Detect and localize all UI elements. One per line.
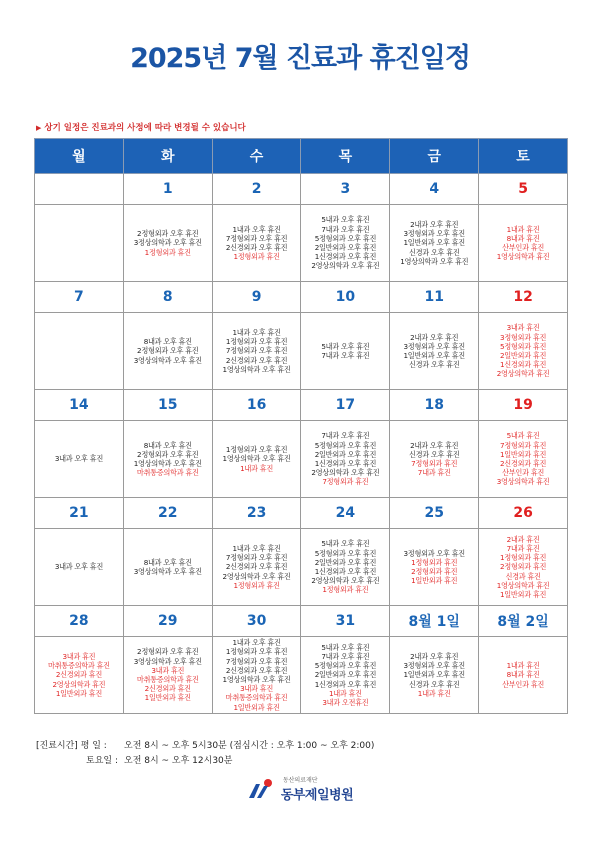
full-day-closure: 3정형외과 휴진 bbox=[500, 332, 547, 342]
day-events-cell bbox=[390, 205, 479, 282]
date-cell: 16 bbox=[212, 390, 301, 421]
date-cell: 10 bbox=[301, 282, 390, 313]
afternoon-closure: 2내과 오후 휴진 bbox=[410, 440, 459, 450]
date-row bbox=[35, 282, 568, 313]
full-day-closure: 2신경외과 휴진 bbox=[55, 670, 102, 680]
afternoon-closure: 1일반외과 오후 휴진 bbox=[403, 670, 465, 680]
afternoon-closure: 1내과 오후 휴진 bbox=[232, 224, 281, 234]
date-cell: 30 bbox=[212, 606, 301, 637]
date-cell: 12 bbox=[479, 282, 568, 313]
date-cell: 15 bbox=[123, 390, 212, 421]
day-events-cell bbox=[35, 421, 124, 498]
afternoon-closure: 2정형외과 오후 휴진 bbox=[137, 229, 199, 239]
afternoon-closure: 7내과 오후 휴진 bbox=[321, 224, 370, 234]
full-day-closure: 2영상의학과 휴진 bbox=[52, 679, 106, 689]
afternoon-closure: 2신경외과 오후 휴진 bbox=[225, 355, 288, 365]
afternoon-closure: 1신경외과 오후 휴진 bbox=[314, 679, 377, 689]
afternoon-closure: 3정형외과 오후 휴진 bbox=[403, 341, 465, 351]
weekday-header-row bbox=[35, 139, 568, 174]
hospital-logo-icon bbox=[247, 778, 277, 800]
full-day-closure: 1정형외과 휴진 bbox=[233, 580, 280, 590]
day-events-cell bbox=[123, 313, 212, 390]
day-events-cell bbox=[479, 637, 568, 714]
afternoon-closure: 1신경외과 오후 휴진 bbox=[314, 252, 377, 262]
full-day-closure: 1영상의학과 휴진 bbox=[496, 580, 550, 590]
full-day-closure: 2정형외과 휴진 bbox=[500, 562, 547, 572]
full-day-closure: 1일반외과 휴진 bbox=[144, 693, 191, 703]
date-cell: 28 bbox=[35, 606, 124, 637]
date-cell: 21 bbox=[35, 498, 124, 529]
afternoon-closure: 3정형외과 오후 휴진 bbox=[403, 548, 465, 558]
date-cell: 1 bbox=[123, 174, 212, 205]
afternoon-closure: 2정형외과 오후 휴진 bbox=[137, 647, 199, 657]
day-events-cell bbox=[479, 313, 568, 390]
afternoon-closure: 5내과 오후 휴진 bbox=[321, 341, 370, 351]
date-cell: 26 bbox=[479, 498, 568, 529]
day-events-cell bbox=[123, 637, 212, 714]
afternoon-closure: 2내과 오후 휴진 bbox=[410, 332, 459, 342]
afternoon-closure: 2정형외과 오후 휴진 bbox=[137, 346, 199, 356]
day-events-cell bbox=[390, 421, 479, 498]
afternoon-closure: 2신경외과 오후 휴진 bbox=[225, 562, 288, 572]
day-events-cell bbox=[390, 637, 479, 714]
date-row bbox=[35, 606, 568, 637]
weekday-hours-label: 평 일 : bbox=[80, 741, 107, 751]
date-row bbox=[35, 390, 568, 421]
afternoon-closure: 1정형외과 오후 휴진 bbox=[225, 445, 288, 455]
full-day-closure: 마취통증의학과 휴진 bbox=[136, 468, 199, 478]
full-day-closure: 1내과 휴진 bbox=[506, 224, 540, 234]
full-day-closure: 1내과 휴진 bbox=[328, 688, 362, 698]
full-day-closure: 1일반외과 휴진 bbox=[233, 702, 280, 712]
hours-label: [진료시간] 평 일 : bbox=[36, 741, 107, 751]
full-day-closure: 1일반외과 휴진 bbox=[500, 449, 547, 459]
full-day-closure: 2정형외과 휴진 bbox=[411, 567, 458, 576]
afternoon-closure: 3영상의학과 오후 휴진 bbox=[133, 656, 202, 666]
full-day-closure: 1정형외과 휴진 bbox=[411, 557, 458, 567]
weekday-hours-value: 오전 8시 ~ 오후 5시30분 (점심시간 : 오후 1:00 ~ 오후 2:00) bbox=[124, 741, 375, 751]
full-day-closure: 2영상의학과 휴진 bbox=[496, 369, 550, 379]
day-events-cell bbox=[212, 205, 301, 282]
afternoon-closure: 1신경외과 오후 휴진 bbox=[314, 567, 377, 576]
full-day-closure: 3내과 휴진 bbox=[506, 323, 540, 333]
full-day-closure: 5정형외과 휴진 bbox=[500, 341, 547, 351]
afternoon-closure: 2영상의학과 오후 휴진 bbox=[311, 468, 380, 478]
day-events-cell bbox=[479, 421, 568, 498]
triangle-right-icon: ▶ bbox=[36, 124, 42, 132]
date-row bbox=[35, 174, 568, 205]
date-cell: 8월 2일 bbox=[479, 606, 568, 637]
day-events-cell bbox=[212, 313, 301, 390]
full-day-closure: 2신경외과 휴진 bbox=[500, 459, 547, 468]
afternoon-closure: 신경과 오후 휴진 bbox=[408, 247, 460, 257]
day-events-cell bbox=[301, 529, 390, 606]
afternoon-closure: 2일반외과 오후 휴진 bbox=[314, 243, 377, 252]
notice-text: 상기 일정은 진료과의 사정에 따라 변경될 수 있습니다 bbox=[44, 123, 246, 133]
full-day-closure: 2내과 휴진 bbox=[506, 534, 540, 544]
weekday-header: 금 bbox=[390, 139, 479, 174]
afternoon-closure: 5내과 오후 휴진 bbox=[321, 215, 370, 225]
events-row bbox=[35, 313, 568, 390]
date-cell: 3 bbox=[301, 174, 390, 205]
afternoon-closure: 5정형외과 오후 휴진 bbox=[314, 548, 377, 558]
calendar-body bbox=[35, 174, 568, 714]
date-cell: 31 bbox=[301, 606, 390, 637]
afternoon-closure: 2일반외과 오후 휴진 bbox=[314, 557, 377, 567]
afternoon-closure: 2영상의학과 오후 휴진 bbox=[311, 261, 380, 271]
afternoon-closure: 2신경외과 오후 휴진 bbox=[225, 665, 288, 675]
full-day-closure: 1영상의학과 휴진 bbox=[496, 252, 550, 262]
full-day-closure: 7내과 휴진 bbox=[417, 468, 451, 478]
afternoon-closure: 8내과 오후 휴진 bbox=[143, 337, 192, 347]
afternoon-closure: 2신경외과 오후 휴진 bbox=[225, 243, 288, 252]
full-day-closure: 산부인과 휴진 bbox=[502, 243, 544, 252]
afternoon-closure: 1정형외과 오후 휴진 bbox=[225, 647, 288, 657]
afternoon-closure: 3정형외과 오후 휴진 bbox=[403, 661, 465, 671]
full-day-closure: 3내과 오전휴진 bbox=[322, 698, 369, 707]
afternoon-closure: 5내과 오후 휴진 bbox=[321, 642, 370, 652]
afternoon-closure: 1영상의학과 오후 휴진 bbox=[133, 459, 202, 468]
afternoon-closure: 7정형외과 오후 휴진 bbox=[225, 346, 288, 356]
afternoon-closure: 2영상의학과 오후 휴진 bbox=[222, 571, 291, 581]
full-day-closure: 1일반외과 휴진 bbox=[411, 576, 458, 586]
full-day-closure: 마취통증의학과 휴진 bbox=[48, 661, 110, 671]
full-day-closure: 1일반외과 휴진 bbox=[500, 590, 547, 599]
date-cell: 25 bbox=[390, 498, 479, 529]
full-day-closure: 1일반외과 휴진 bbox=[55, 688, 102, 698]
afternoon-closure: 7정형외과 오후 휴진 bbox=[225, 656, 288, 666]
day-events-cell bbox=[35, 313, 124, 390]
hospital-logo bbox=[0, 775, 600, 803]
afternoon-closure: 1영상의학과 오후 휴진 bbox=[222, 675, 291, 684]
saturday-hours-label: 토요일 : bbox=[86, 756, 118, 766]
date-cell: 5 bbox=[479, 174, 568, 205]
full-day-closure: 3영상의학과 휴진 bbox=[496, 477, 550, 487]
afternoon-closure: 1신경외과 오후 휴진 bbox=[314, 459, 377, 468]
full-day-closure: 7정형외과 휴진 bbox=[500, 440, 547, 450]
full-day-closure: 마취통증의학과 휴진 bbox=[225, 693, 288, 703]
saturday-hours-value: 오전 8시 ~ 오후 12시30분 bbox=[124, 756, 233, 766]
full-day-closure: 3내과 휴진 bbox=[240, 684, 273, 694]
afternoon-closure: 2일반외과 오후 휴진 bbox=[314, 449, 377, 459]
clinic-hours bbox=[36, 737, 374, 767]
day-events-cell bbox=[301, 205, 390, 282]
day-events-cell bbox=[123, 421, 212, 498]
full-day-closure: 산부인과 휴진 bbox=[502, 468, 544, 478]
full-day-closure: 7정형외과 휴진 bbox=[411, 459, 458, 468]
afternoon-closure: 3영상의학과 오후 휴진 bbox=[133, 567, 202, 576]
events-row bbox=[35, 637, 568, 714]
hospital-name: 동부제일병원 bbox=[280, 788, 354, 803]
afternoon-closure: 7내과 오후 휴진 bbox=[321, 651, 370, 661]
full-day-closure: 3내과 휴진 bbox=[62, 651, 96, 661]
day-events-cell bbox=[390, 313, 479, 390]
date-cell: 7 bbox=[35, 282, 124, 313]
afternoon-closure: 1영상의학과 오후 휴진 bbox=[222, 454, 291, 464]
afternoon-closure: 신경과 오후 휴진 bbox=[408, 449, 460, 459]
date-cell: 9 bbox=[212, 282, 301, 313]
day-events-cell bbox=[390, 529, 479, 606]
full-day-closure: 7내과 휴진 bbox=[506, 543, 540, 553]
afternoon-closure: 2영상의학과 오후 휴진 bbox=[311, 576, 380, 586]
day-events-cell bbox=[301, 313, 390, 390]
date-cell: 11 bbox=[390, 282, 479, 313]
afternoon-closure: 1일반외과 오후 휴진 bbox=[403, 238, 465, 248]
date-cell: 23 bbox=[212, 498, 301, 529]
date-row bbox=[35, 498, 568, 529]
afternoon-closure: 7내과 오후 휴진 bbox=[321, 431, 370, 441]
date-cell bbox=[35, 174, 124, 205]
afternoon-closure: 5정형외과 오후 휴진 bbox=[314, 661, 377, 671]
weekday-header: 목 bbox=[301, 139, 390, 174]
date-cell: 18 bbox=[390, 390, 479, 421]
afternoon-closure: 8내과 오후 휴진 bbox=[143, 440, 192, 450]
schedule-calendar bbox=[34, 138, 568, 714]
day-events-cell bbox=[301, 421, 390, 498]
afternoon-closure: 5정형외과 오후 휴진 bbox=[314, 233, 377, 243]
date-cell: 29 bbox=[123, 606, 212, 637]
day-events-cell bbox=[212, 637, 301, 714]
events-row bbox=[35, 529, 568, 606]
afternoon-closure: 신경과 오후 휴진 bbox=[408, 360, 460, 370]
date-cell: 19 bbox=[479, 390, 568, 421]
events-row bbox=[35, 421, 568, 498]
full-day-closure: 2신경외과 휴진 bbox=[144, 684, 191, 694]
full-day-closure: 5내과 휴진 bbox=[506, 431, 540, 441]
full-day-closure: 1내과 휴진 bbox=[506, 661, 540, 671]
afternoon-closure: 1일반외과 오후 휴진 bbox=[403, 351, 465, 360]
date-cell: 24 bbox=[301, 498, 390, 529]
day-events-cell bbox=[479, 205, 568, 282]
afternoon-closure: 7내과 오후 휴진 bbox=[321, 351, 370, 360]
full-day-closure: 1신경외과 휴진 bbox=[500, 360, 547, 370]
date-cell: 22 bbox=[123, 498, 212, 529]
weekday-header: 토 bbox=[479, 139, 568, 174]
afternoon-closure: 2정형외과 오후 휴진 bbox=[137, 449, 199, 459]
date-cell: 2 bbox=[212, 174, 301, 205]
weekday-header: 수 bbox=[212, 139, 301, 174]
day-events-cell bbox=[301, 637, 390, 714]
date-cell: 14 bbox=[35, 390, 124, 421]
day-events-cell bbox=[35, 205, 124, 282]
day-events-cell bbox=[123, 205, 212, 282]
full-day-closure: 1정형외과 휴진 bbox=[233, 252, 280, 262]
day-events-cell bbox=[35, 637, 124, 714]
afternoon-closure: 1정형외과 오후 휴진 bbox=[225, 337, 288, 347]
weekday-header: 화 bbox=[123, 139, 212, 174]
date-cell: 17 bbox=[301, 390, 390, 421]
full-day-closure: 7정형외과 휴진 bbox=[322, 477, 369, 487]
full-day-closure: 신경과 휴진 bbox=[505, 571, 541, 581]
full-day-closure: 8내과 휴진 bbox=[506, 670, 540, 680]
afternoon-closure: 1영상의학과 오후 휴진 bbox=[222, 364, 291, 374]
day-events-cell bbox=[212, 421, 301, 498]
date-cell: 4 bbox=[390, 174, 479, 205]
afternoon-closure: 3정형외과 오후 휴진 bbox=[403, 229, 465, 239]
afternoon-closure: 2내과 오후 휴진 bbox=[410, 219, 459, 229]
afternoon-closure: 1내과 오후 휴진 bbox=[232, 327, 281, 337]
afternoon-closure: 1내과 오후 휴진 bbox=[232, 638, 281, 648]
date-cell: 8월 1일 bbox=[390, 606, 479, 637]
day-events-cell bbox=[212, 529, 301, 606]
afternoon-closure: 3정상의학과 오후 휴진 bbox=[133, 238, 202, 248]
foundation-name: 동산의료재단 bbox=[282, 777, 318, 784]
full-day-closure: 마취통증의학과 휴진 bbox=[136, 675, 199, 684]
afternoon-closure: 7정형외과 오후 휴진 bbox=[225, 233, 288, 243]
afternoon-closure: 3영상의학과 오후 휴진 bbox=[133, 355, 202, 365]
notice bbox=[36, 121, 246, 133]
events-row bbox=[35, 205, 568, 282]
afternoon-closure: 7정형외과 오후 휴진 bbox=[225, 553, 288, 563]
day-events-cell bbox=[123, 529, 212, 606]
page-title: 2025년 7월 진료과 휴진일정 bbox=[130, 43, 470, 74]
day-events-cell bbox=[479, 529, 568, 606]
afternoon-closure: 신경과 오후 휴진 bbox=[408, 679, 460, 689]
date-cell: 8 bbox=[123, 282, 212, 313]
full-day-closure: 1정형외과 휴진 bbox=[144, 247, 191, 257]
full-day-closure: 2일반외과 휴진 bbox=[500, 351, 547, 360]
afternoon-closure: 2내과 오후 휴진 bbox=[410, 651, 459, 661]
weekday-header: 월 bbox=[35, 139, 124, 174]
afternoon-closure: 1영상의학과 오후 휴진 bbox=[400, 256, 469, 266]
afternoon-closure: 5내과 오후 휴진 bbox=[321, 539, 370, 549]
afternoon-closure: 3내과 오후 휴진 bbox=[54, 562, 103, 572]
full-day-closure: 1내과 휴진 bbox=[240, 463, 273, 473]
afternoon-closure: 5정형외과 오후 휴진 bbox=[314, 440, 377, 450]
full-day-closure: 8내과 휴진 bbox=[506, 233, 540, 243]
full-day-closure: 1내과 휴진 bbox=[417, 688, 451, 698]
full-day-closure: 1정형외과 휴진 bbox=[500, 553, 547, 563]
full-day-closure: 1정형외과 휴진 bbox=[322, 585, 369, 595]
afternoon-closure: 1내과 오후 휴진 bbox=[232, 543, 281, 553]
afternoon-closure: 3내과 오후 휴진 bbox=[54, 454, 103, 464]
full-day-closure: 산부인과 휴진 bbox=[502, 679, 544, 689]
day-events-cell bbox=[35, 529, 124, 606]
full-day-closure: 3내과 휴진 bbox=[151, 665, 185, 675]
afternoon-closure: 2일반외과 오후 휴진 bbox=[314, 670, 377, 680]
afternoon-closure: 8내과 오후 휴진 bbox=[143, 557, 192, 567]
